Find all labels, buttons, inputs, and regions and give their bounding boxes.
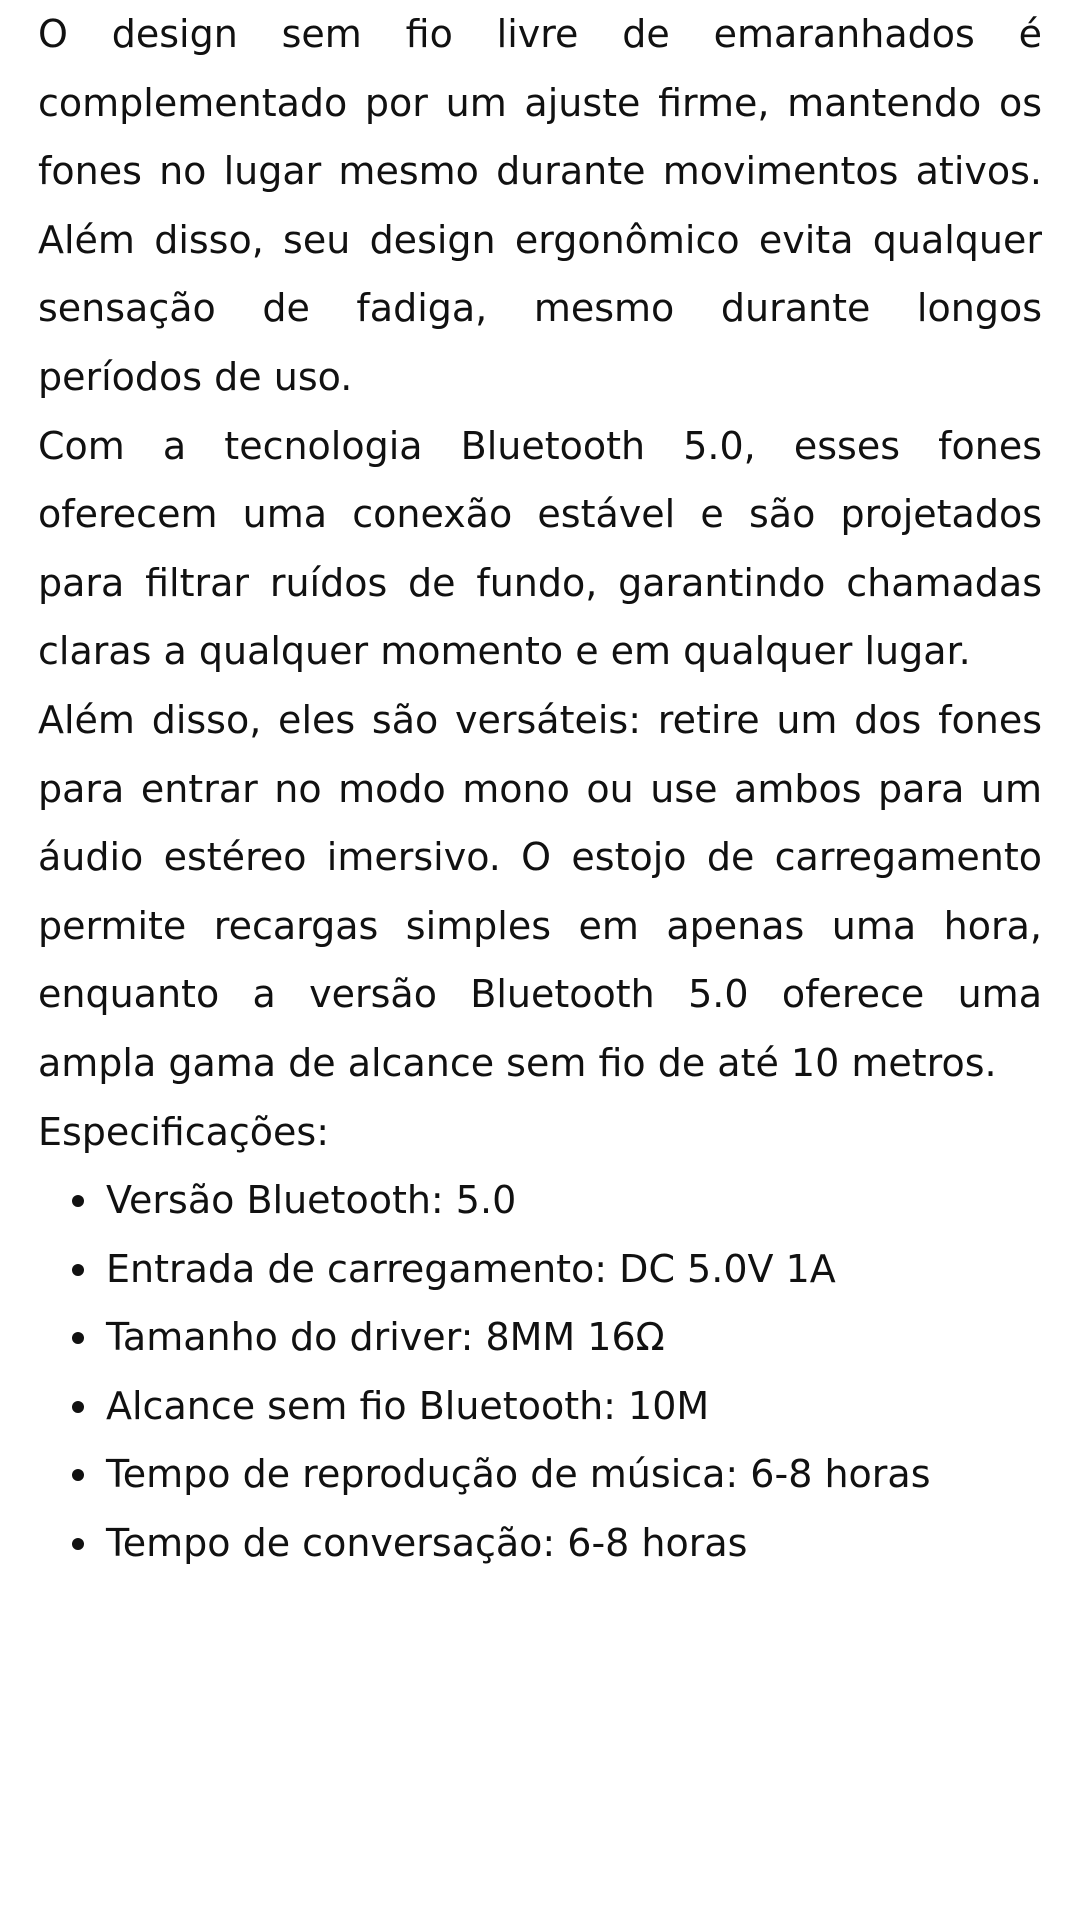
spec-item	[38, 1372, 1042, 1441]
spec-text: Alcance sem fio Bluetooth: 10M	[106, 1383, 710, 1428]
bullet-icon	[72, 1401, 84, 1413]
specs-list	[38, 1166, 1042, 1578]
spec-item	[38, 1303, 1042, 1372]
bullet-icon	[72, 1332, 84, 1344]
paragraph-versatility: Além disso, eles são versáteis: retire um dos fones para entrar no modo mono ou use ambos para um áudio estéreo imersivo. O estojo de carregamento permite recargas simples em apenas uma hora, enquanto a versão Bluetooth 5.0 oferece uma ampla gama de alcance sem fio de até 10 metros.	[38, 697, 1042, 1085]
spec-item	[38, 1509, 1042, 1578]
spec-text: Tempo de conversação: 6-8 horas	[106, 1521, 748, 1566]
spec-text: Versão Bluetooth: 5.0	[106, 1178, 517, 1223]
spec-text: Tempo de reprodução de música: 6-8 horas	[106, 1452, 931, 1497]
bullet-icon	[72, 1469, 84, 1481]
bullet-icon	[72, 1195, 84, 1207]
bullet-icon	[72, 1264, 84, 1276]
paragraph-bluetooth: Com a tecnologia Bluetooth 5.0, esses fones oferecem uma conexão estável e são projetados para filtrar ruídos de fundo, garantindo chamadas claras a qualquer momento e em qualquer lugar.	[38, 423, 1042, 674]
spec-item	[38, 1440, 1042, 1509]
paragraph-fit-design: O design sem fio livre de emaranhados é complementado por um ajuste firme, mantendo os fones no lugar mesmo durante movimentos ativos. Além disso, seu design ergonômico evita qualquer sensação de fadiga, mesmo durante longos períodos de uso.	[38, 12, 1042, 399]
specs-heading: Especificações:	[38, 1109, 329, 1154]
product-description	[38, 0, 1042, 1578]
bullet-icon	[72, 1538, 84, 1550]
spec-text: Entrada de carregamento: DC 5.0V 1A	[106, 1246, 836, 1291]
spec-item	[38, 1166, 1042, 1235]
spec-text: Tamanho do driver: 8MM 16Ω	[106, 1315, 665, 1360]
spec-item	[38, 1235, 1042, 1304]
